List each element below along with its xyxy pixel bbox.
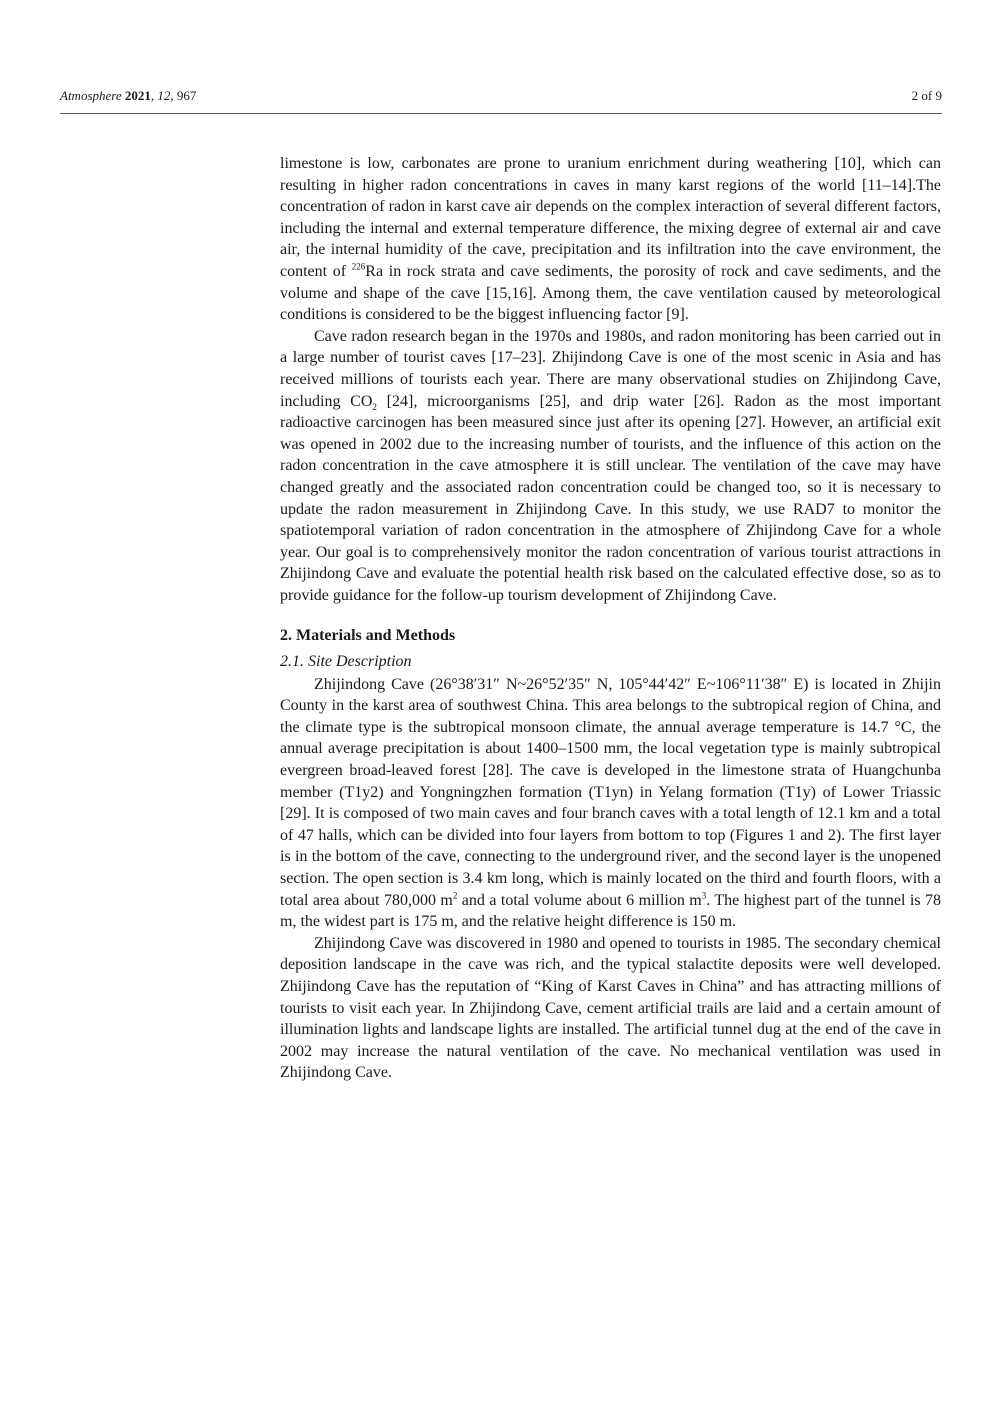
article-number: 967: [176, 88, 197, 103]
header-divider: [60, 113, 942, 114]
section-heading: 2. Materials and Methods: [280, 627, 456, 645]
running-header: [60, 88, 942, 108]
citation: Atmosphere 2021, 12, 967: [60, 88, 197, 103]
paragraph: Cave radon research began in the 1970s and 1980s, and radon monitoring has been carried out in a large number of tourist caves [17–23]. Zhijindong Cave is one of the most scenic in Asia and has received millions of tourists each year. There are many observational studies on Zhijindong Cave, including $CO_2$ [24], microorganisms [25], and drip water [26]. Radon as the most important radioactive carcinogen has been measured since just after its opening [27]. However, an artificial exit was opened in 2002 due to the increasing number of tourists, and the influence of this action on the radon concentration in the cave atmosphere it is still unclear. The ventilation of the cave may have changed greatly and the associated radon concentration could be changed too, so it is necessary to update the radon measurement in Zhijindong Cave. In this study, we use RAD7 to monitor the spatiotemporal variation of radon concentration in the atmosphere of Zhijindong Cave for a whole year. Our goal is to comprehensively monitor the radon concentration of various tourist attractions in Zhijindong Cave and evaluate the potential health risk based on the calculated effective dose, so as to provide guidance for the follow-up tourism development of Zhijindong Cave.: [280, 327, 942, 604]
journal-name: Atmosphere: [60, 88, 122, 103]
journal-volume: 12: [157, 88, 171, 103]
page-number: 2 of 9: [911, 88, 942, 103]
paragraph-continued: limestone is low, carbonates are prone to uranium enrichment during weathering [10], which can resulting in higher radon concentrations in caves in many karst regions of the world [11–14].The concentration of radon in karst cave air depends on the complex interaction of several different factors, including the internal and external temperature difference, the mixing degree of external air and cave air, the internal humidity of the cave, precipitation and its infiltration into the cave environment, the content of $^{226}$Ra in rock strata and cave sediments, the porosity of rock and cave sediments, and the volume and shape of the cave [15,16]. Among them, the cave ventilation caused by meteorological conditions is considered to be the biggest influencing factor [9].: [280, 155, 942, 324]
subsection-heading: 2.1. Site Description: [280, 653, 412, 671]
journal-year: 2021: [124, 88, 151, 103]
paragraph: Zhijindong Cave was discovered in 1980 and opened to tourists in 1985. The secondary chemical deposition landscape in the cave was rich, and the typical stalactite deposits were well developed. Zhijindong Cave has the reputation of “King of Karst Caves in China” and has attracting millions of tourists to visit each year. In Zhijindong Cave, cement artificial trails are laid and a certain amount of illumination lights and landscape lights are installed. The artificial tunnel dug at the end of the cave in 2002 may increase the natural ventilation of the cave. No mechanical ventilation was used in Zhijindong Cave.: [280, 934, 941, 1082]
article-body: [280, 153, 941, 1084]
paragraph: Zhijindong Cave (26°38′31″ N~26°52′35″ N, 105°44′42″ E~106°11′38″ E) is located in Zhijin County in the karst area of southwest China. This area belongs to the subtropical region of China, and the climate type is the subtropical monsoon climate, the annual average temperature is 14.7 °C, the annual average precipitation is about 1400–1500 mm, the local vegetation type is mainly subtropical evergreen broad-leaved forest [28]. The cave is developed in the limestone strata of Huangchunba member (T1y2) and Yongningzhen formation (T1yn) in Yelang formation (T1y) of Lower Triassic [29]. It is composed of two main caves and four branch caves with a total length of 12.1 km and a total of 47 halls, which can be divided into four layers from bottom to top (Figures 1 and 2). The first layer is in the bottom of the cave, connecting to the underground river, and the second layer is the unopened section. The open section is 3.4 km long, which is mainly located on the third and fourth floors, with a total area about 780,000 $m^2$ and a total volume about 6 million $m^3$. The highest part of the tunnel is 78 m, the widest part is 175 m, and the relative height difference is 150 m.: [280, 675, 942, 931]
